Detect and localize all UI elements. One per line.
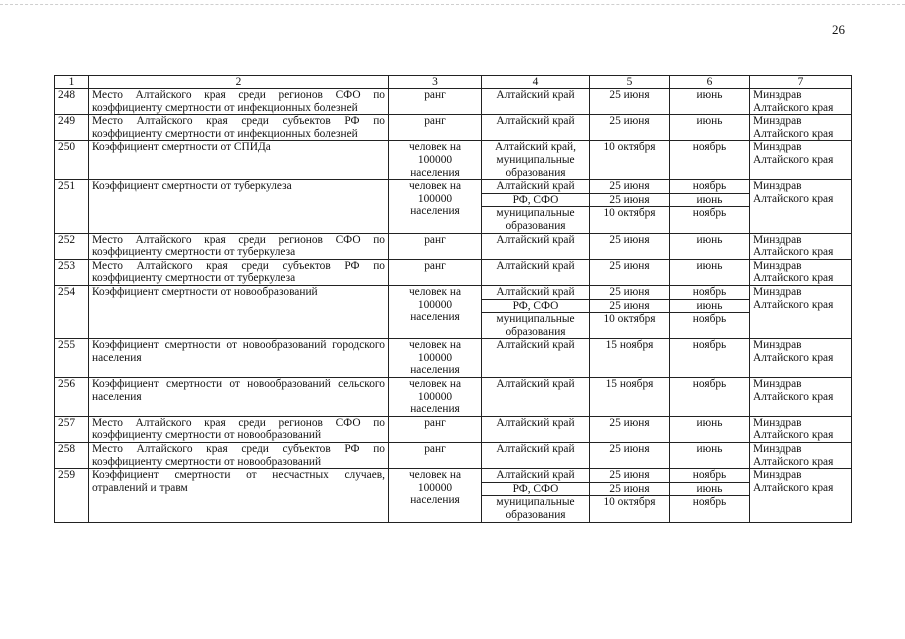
period-cell: ноябрь (692, 180, 727, 193)
territory-cell-group (482, 339, 590, 378)
deadline-cell-group (590, 285, 670, 338)
deadline-cell: 25 июня (609, 416, 650, 429)
territory-cell-group (482, 233, 590, 259)
row-number: 250 (55, 141, 89, 180)
column-header: 1 (55, 76, 89, 89)
indicator-name: Место Алтайского края среди регионов СФО по коэффициенту смертности от инфекционных болезней (89, 89, 389, 115)
territory-cell: муниципальные образования (482, 206, 589, 232)
indicator-name: Место Алтайского края среди регионов СФО по коэффициенту смертности от новообразований (89, 416, 389, 442)
territory-cell: Алтайский край (496, 285, 575, 298)
period-cell: июнь (696, 416, 723, 429)
row-number: 259 (55, 469, 89, 522)
column-header: 2 (89, 76, 389, 89)
territory-cell: РФ, СФО (482, 299, 589, 313)
territory-cell: Алтайский край (496, 180, 575, 193)
deadline-cell: 25 июня (609, 259, 650, 272)
territory-cell: Алтайский край (496, 259, 575, 272)
source-cell: Минздрав Алтайского края (750, 233, 852, 259)
territory-cell-group (482, 115, 590, 141)
indicator-name: Коэффициент смертности от СПИДа (89, 141, 389, 180)
period-cell-group (670, 115, 750, 141)
row-number: 258 (55, 443, 89, 469)
column-header: 4 (482, 76, 590, 89)
period-cell: июнь (696, 443, 723, 456)
indicator-name: Место Алтайского края среди регионов СФО по коэффициенту смертности от туберкулеза (89, 233, 389, 259)
period-cell: июнь (696, 259, 723, 272)
period-cell: июнь (670, 482, 749, 496)
table-row (55, 339, 852, 378)
deadline-cell: 25 июня (609, 115, 650, 128)
unit-cell: ранг (389, 115, 482, 141)
period-cell-group (670, 180, 750, 233)
period-cell-group (670, 339, 750, 378)
period-cell: июнь (696, 89, 723, 101)
table-row (55, 115, 852, 141)
row-number: 253 (55, 259, 89, 285)
source-cell: Минздрав Алтайского края (750, 141, 852, 180)
period-cell: ноябрь (692, 469, 727, 482)
source-cell: Минздрав Алтайского края (750, 416, 852, 442)
source-cell: Минздрав Алтайского края (750, 469, 852, 522)
row-number: 248 (55, 89, 89, 115)
unit-cell: человек на 100000 населения (389, 469, 482, 522)
table-row (55, 89, 852, 115)
table-row (55, 443, 852, 469)
column-header: 3 (389, 76, 482, 89)
deadline-cell-group (590, 180, 670, 233)
deadline-cell-group (590, 141, 670, 180)
unit-cell: человек на 100000 населения (389, 285, 482, 338)
period-cell-group (670, 89, 750, 115)
period-cell-group (670, 259, 750, 285)
period-cell-group (670, 285, 750, 338)
deadline-cell: 15 ноября (605, 378, 654, 391)
column-header: 5 (590, 76, 670, 89)
table-row (55, 416, 852, 442)
source-cell: Минздрав Алтайского края (750, 259, 852, 285)
period-cell: ноябрь (670, 312, 749, 326)
territory-cell: муниципальные образования (482, 495, 589, 521)
territory-cell: РФ, СФО (482, 193, 589, 207)
indicator-name: Коэффициент смертности от новообразований городского населения (89, 339, 389, 378)
row-number: 256 (55, 378, 89, 417)
deadline-cell: 25 июня (609, 233, 650, 246)
period-cell: июнь (696, 233, 723, 246)
territory-cell: Алтайский край (496, 443, 575, 456)
indicator-name: Коэффициент смертности от туберкулеза (89, 180, 389, 233)
page-number: 26 (832, 22, 845, 37)
territory-cell: муниципальные образования (482, 312, 589, 338)
indicator-name: Место Алтайского края среди субъектов РФ по коэффициенту смертности от инфекционных болезней (89, 115, 389, 141)
scan-edge-line (0, 4, 905, 5)
table-row (55, 233, 852, 259)
source-cell: Минздрав Алтайского края (750, 89, 852, 115)
deadline-cell-group (590, 115, 670, 141)
territory-cell: Алтайский край (496, 89, 575, 101)
deadline-cell: 10 октября (603, 141, 656, 154)
deadline-cell-group (590, 469, 670, 522)
deadline-cell: 25 июня (590, 193, 669, 207)
deadline-cell-group (590, 339, 670, 378)
unit-cell: человек на 100000 населения (389, 180, 482, 233)
unit-cell: человек на 100000 населения (389, 339, 482, 378)
deadline-cell: 25 июня (609, 443, 650, 456)
row-number: 255 (55, 339, 89, 378)
territory-cell-group (482, 443, 590, 469)
deadline-cell-group (590, 233, 670, 259)
territory-cell: Алтайский край, муниципальные образования (494, 141, 577, 179)
source-cell: Минздрав Алтайского края (750, 443, 852, 469)
territory-cell: Алтайский край (496, 339, 575, 352)
territory-cell-group (482, 141, 590, 180)
deadline-cell: 25 июня (609, 180, 650, 193)
row-number: 254 (55, 285, 89, 338)
territory-cell-group (482, 469, 590, 522)
territory-cell: Алтайский край (496, 416, 575, 429)
territory-cell: Алтайский край (496, 233, 575, 246)
unit-cell: ранг (389, 89, 482, 115)
deadline-cell-group (590, 416, 670, 442)
period-cell: июнь (696, 115, 723, 128)
table-row (55, 141, 852, 180)
indicator-name: Коэффициент смертности от несчастных случаев, отравлений и травм (89, 469, 389, 522)
territory-cell-group (482, 285, 590, 338)
unit-cell: ранг (389, 416, 482, 442)
table-row (55, 180, 852, 233)
period-cell: ноябрь (692, 141, 727, 154)
territory-cell: РФ, СФО (482, 482, 589, 496)
period-cell-group (670, 469, 750, 522)
period-cell-group (670, 141, 750, 180)
territory-cell: Алтайский край (496, 469, 575, 482)
deadline-cell: 25 июня (590, 482, 669, 496)
period-cell-group (670, 378, 750, 417)
row-number: 249 (55, 115, 89, 141)
indicator-name: Коэффициент смертности от новообразований (89, 285, 389, 338)
deadline-cell: 25 июня (590, 299, 669, 313)
indicator-name: Место Алтайского края среди субъектов РФ по коэффициенту смертности от туберкулеза (89, 259, 389, 285)
header-row (55, 76, 852, 89)
unit-cell: ранг (389, 259, 482, 285)
source-cell: Минздрав Алтайского края (750, 378, 852, 417)
unit-cell: ранг (389, 443, 482, 469)
table-row (55, 285, 852, 338)
unit-cell: человек на 100000 населения (389, 141, 482, 180)
indicator-name: Место Алтайского края среди субъектов РФ по коэффициенту смертности от новообразований (89, 443, 389, 469)
period-cell: ноябрь (670, 495, 749, 509)
row-number: 251 (55, 180, 89, 233)
territory-cell-group (482, 378, 590, 417)
territory-cell-group (482, 180, 590, 233)
source-cell: Минздрав Алтайского края (750, 180, 852, 233)
period-cell: ноябрь (692, 339, 727, 352)
period-cell: июнь (670, 193, 749, 207)
source-cell: Минздрав Алтайского края (750, 339, 852, 378)
period-cell: ноябрь (692, 378, 727, 391)
deadline-cell: 25 июня (609, 89, 650, 101)
row-number: 257 (55, 416, 89, 442)
table-row (55, 259, 852, 285)
table-row (55, 469, 852, 522)
unit-cell: ранг (389, 233, 482, 259)
period-cell-group (670, 233, 750, 259)
deadline-cell: 10 октября (590, 312, 669, 326)
deadline-cell-group (590, 89, 670, 115)
column-header: 6 (670, 76, 750, 89)
table-row (55, 378, 852, 417)
period-cell: ноябрь (692, 285, 727, 298)
deadline-cell: 15 ноября (605, 339, 654, 352)
deadline-cell: 10 октября (590, 495, 669, 509)
territory-cell-group (482, 89, 590, 115)
period-cell-group (670, 416, 750, 442)
deadline-cell: 25 июня (609, 469, 650, 482)
row-number: 252 (55, 233, 89, 259)
deadline-cell-group (590, 259, 670, 285)
territory-cell: Алтайский край (496, 115, 575, 128)
deadline-cell-group (590, 443, 670, 469)
source-cell: Минздрав Алтайского края (750, 285, 852, 338)
deadline-cell-group (590, 378, 670, 417)
unit-cell: человек на 100000 населения (389, 378, 482, 417)
territory-cell-group (482, 259, 590, 285)
territory-cell: Алтайский край (496, 378, 575, 391)
indicator-name: Коэффициент смертности от новообразований сельского населения (89, 378, 389, 417)
deadline-cell: 10 октября (590, 206, 669, 220)
source-cell: Минздрав Алтайского края (750, 115, 852, 141)
indicators-table (54, 75, 852, 523)
deadline-cell: 25 июня (609, 285, 650, 298)
column-header: 7 (750, 76, 852, 89)
territory-cell-group (482, 416, 590, 442)
period-cell-group (670, 443, 750, 469)
period-cell: июнь (670, 299, 749, 313)
period-cell: ноябрь (670, 206, 749, 220)
